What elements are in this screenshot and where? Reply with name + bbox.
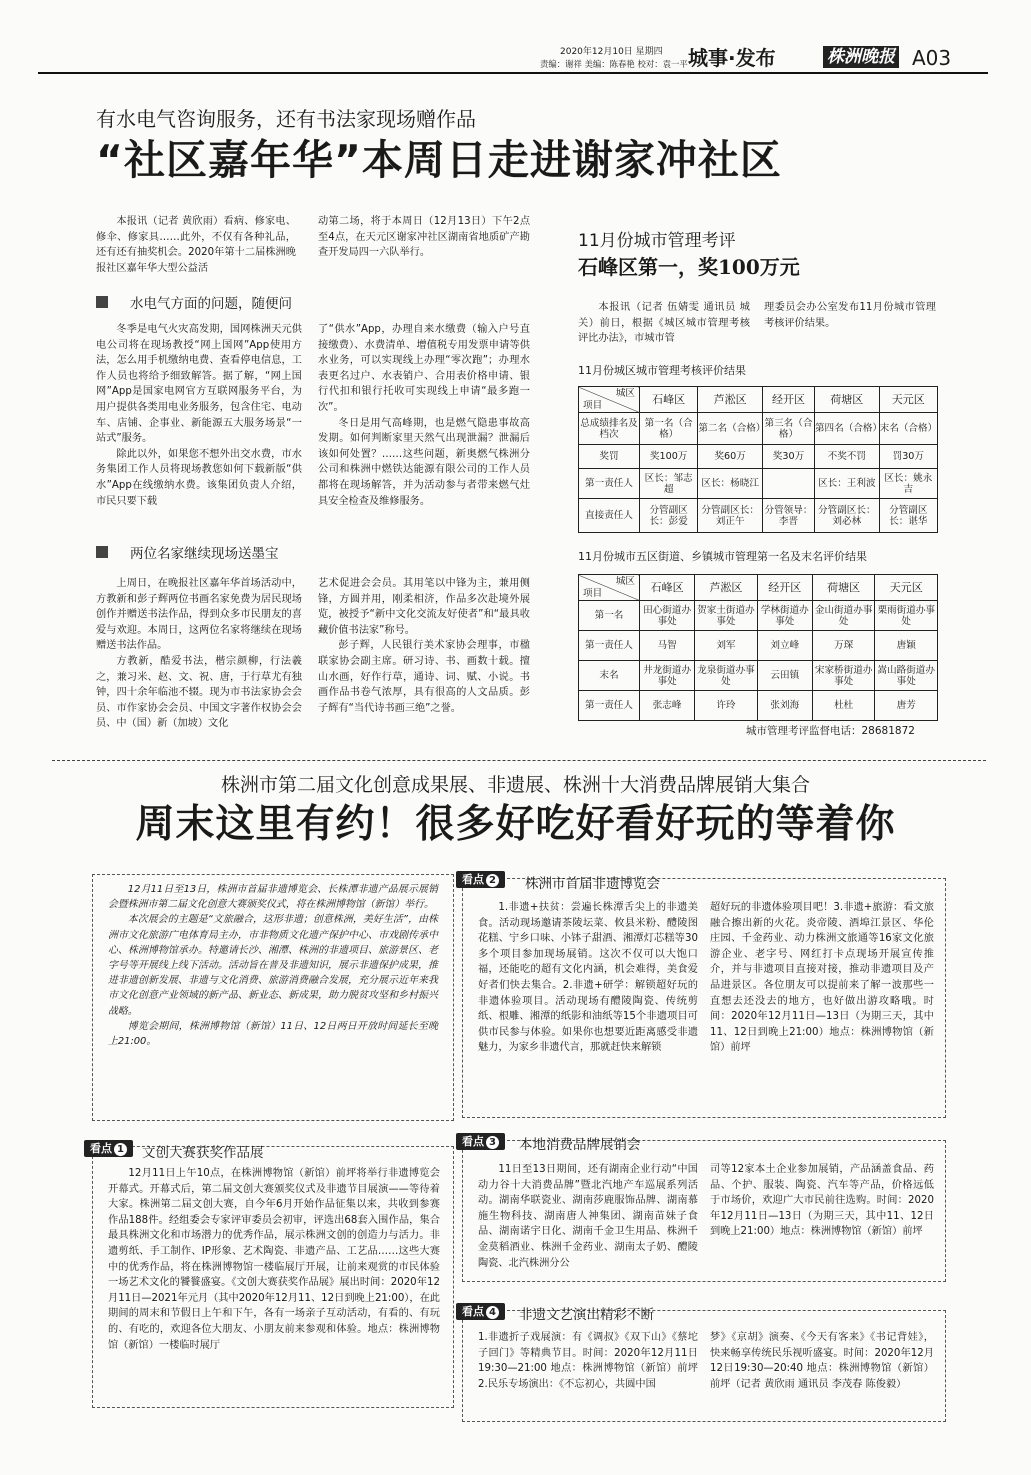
table-cell: 田心街道办事处 (640, 601, 695, 631)
row-label: 第一责任人 (579, 691, 640, 721)
table-cell: 不奖不罚 (814, 445, 879, 469)
table-cell: 罚30万 (879, 445, 937, 469)
table-cell: 唐芳 (875, 691, 938, 721)
paper-logo: 株洲晚报 (823, 46, 899, 68)
point3-col2: 司等12家本土企业参加展销，产品涵盖食品、药品、个护、服装、陶瓷、汽车等产品，价格远低于市场价，欢迎广大市民前往选购。时间：2020年12月11日—13日（为期三天，其中11、12日到晚上21:00）地点：株洲博物馆（新馆）前坪 (710, 1164, 934, 1238)
story1-subhead2: 两位名家继续现场送墨宝 (130, 546, 279, 562)
table-cell: 区长：王利波 (814, 469, 879, 499)
corner-top-label: 城区 (615, 576, 635, 587)
table-row (579, 601, 938, 631)
table-cell: 分管副区长：刘必林 (814, 499, 879, 533)
subhead1-marker (96, 296, 108, 308)
row-label: 奖罚 (579, 445, 640, 469)
point1-text: 12月11日上午10点，在株洲博物馆（新馆）前坪将举行非遗博览会开幕式。开幕式后，第二届文创大赛颁奖仪式及非遗节目展演——等待着大家。株洲第二届文创大赛，自今年6月开始作品征集以来，共收到参赛作品188件。经组委会专家评审委员会初审，评选出68套入围作品，集合最具株洲文化和市场潜力的优秀作品，展示株洲文创的创造力与活力。非遗剪纸、手工制作、IP形象、艺术陶瓷、非遗产品、工艺品……这些大赛中的优秀作品，将在株洲博物馆一楼临展厅开展，让前来观赏的市民体验一场艺术文化的饕餮盛宴。《文创大赛获奖作品展》展出时间：2020年12月11日—2021年元月（其中2020年12月11、12日到晚上21:00），在此期间的周末和节假日上午和下午，各有一场亲子互动活动，有看的、有玩的、有吃的，欢迎各位大朋友、小朋友前来参观和体验。地点：株洲博物馆（新馆）一楼临时展厅 (108, 1168, 440, 1351)
staff-line: 责编：谢祥 美编：陈春艳 校对：袁一平 (540, 59, 688, 69)
table-row (579, 445, 938, 469)
table2-header: 荷塘区 (812, 575, 875, 601)
section-divider (52, 760, 986, 762)
table-cell: 第一名（合格） (640, 413, 698, 445)
row-label: 第一名 (579, 601, 640, 631)
tag-label: 看点 (462, 1305, 484, 1318)
row-label: 第一责任人 (579, 631, 640, 661)
table-row (579, 661, 938, 691)
table-cell: 云田镇 (757, 661, 812, 691)
table-cell: 万琛 (812, 631, 875, 661)
badge-number: 3 (486, 1136, 499, 1149)
row-label: 第一责任人 (579, 469, 640, 499)
section-name: 城事·发布 (688, 46, 776, 70)
table-cell: 马智 (640, 631, 695, 661)
story1-sub2-col2: 艺术促进会会员。其用笔以中锋为主，兼用侧锋，方圆并用，刚柔相济，作品多次赴境外展览，被授予“新中文化交流友好使者”和“最具收藏价值书法家”称号。 彭子辉，人民银行美术家协会理事，市楹联家协会副主席。研习诗、书、画数十载。擅山水画，好作行草，通诗、词、赋、小说。书画作品书卷气浓厚，具有很高的人文品质。彭子辉有“当代诗书画三绝”之誉。 (318, 578, 530, 714)
table1-header: 芦淞区 (698, 387, 763, 413)
table-cell: 许玲 (695, 691, 758, 721)
story3-intro: 12月11日至13日，株洲市首届非遗博览会、长株潭非遗产品展示展销会暨株洲市第二届文化创意大赛颁奖仪式，将在株洲博物馆（新馆）举行。 本次展会的主题是“文旅融合，这形非遗；创意株洲，美好生活”，由株洲市文化旅游广电体育局主办，市非物质文化遗产保护中心、市戏剧传承中心、株洲博物馆承办。特邀请长沙、湘潭、株洲的非遗项目、旅游景区、老字号等开展线上线下活动。活动旨在普及非遗知识，展示非遗保护成果，推进非遗创新发展、非遗与文化消费、旅游消费融合发展，充分展示近年来我市文化创意产业领域的新产品、新业态、新成果，助力脱贫攻坚和乡村振兴战略。 博览会期间，株洲博物馆（新馆）11日、12日两日开放时间延长至晚上21:00。 (108, 884, 438, 1048)
table-cell: 学林街道办事处 (757, 601, 812, 631)
point4-title: 非遗文艺演出精彩不断 (519, 1307, 654, 1323)
table-cell: 龙泉街道办事处 (695, 661, 758, 691)
table-cell: 嵩山路街道办事处 (875, 661, 938, 691)
point4-col1: 1.非遗折子戏展演：有《调叔》《双下山》《蔡坨子回门》等精典节目。时间：2020年12月11日19:30—21:00 地点：株洲博物馆（新馆）前坪 2.民乐专场演出：《不忘初心，共圆中国 (478, 1332, 698, 1390)
table-cell: 末名（合格） (879, 413, 937, 445)
corner-top-label: 城区 (615, 388, 635, 399)
table-cell: 分管副区长：彭爱 (640, 499, 698, 533)
table-cell: 第四名（合格） (814, 413, 879, 445)
table-row (579, 691, 938, 721)
table-cell: 区长：姚永吉 (879, 469, 937, 499)
table-cell: 第三名（合格） (763, 413, 815, 445)
table-row (579, 469, 938, 499)
table-cell: 分管副区长：谌华 (879, 499, 937, 533)
point3-col1: 11日至13日期间，还有湖南企业行动“中国动力谷十大消费品牌”暨北汽地产车巡展系列活动。湖南华联瓷业、湖南莎鹿服饰品牌、湖南慕施生物科技、湖南唐人神集团、湖南苗妹子食品、湖南诺宇日化、湖南千金卫生用品、株洲千金莫稻酒业、株洲千金药业、湖南太子奶、醴陵陶瓷、北汽株洲分公 (478, 1164, 698, 1269)
table-row (579, 631, 938, 661)
table-cell: 张志峰 (640, 691, 695, 721)
date-line: 2020年12月10日 星期四 (560, 47, 663, 57)
table-cell: 杜杜 (812, 691, 875, 721)
point4-col2: 梦》《京胡》演奏、《今天有客来》《书记背娃》，快来畅享传统民乐视听盛宴。时间：2020年12月12日19:30—20:40 地点：株洲博物馆（新馆）前坪（记者 黄欣雨 通讯员 李茂春 陈俊毅） (710, 1332, 934, 1390)
tag-label: 看点 (462, 873, 484, 886)
story1-lead-left: 本报讯（记者 黄欣雨）看病、修家电、修伞、修家具……此外，不仅有各种礼品，还有还有抽奖机会。2020年第十二届株洲晚报社区嘉年华大型公益活 (96, 216, 296, 274)
table1-header: 石峰区 (640, 387, 698, 413)
story1-sub2-col1: 上周日，在晚报社区嘉年华首场活动中，方教新和彭子辉两位书画名家免费为居民现场创作并赠送书法作品，得到众多市民朋友的喜爱与欢迎。本周日，这两位名家将继续在现场赠送书法作品。 方教新，酷爱书法，楷宗颜柳，行法羲之，兼习米、赵、文、祝、唐，于行草尤有独钟，四十余年临池不辍。现为市书法家协会会员、市作家协会会员、中国文字著作权协会会员、中（国）新（加坡）文化 (96, 578, 302, 730)
tag-label: 看点 (90, 1142, 112, 1155)
row-label: 总成绩排名及档次 (579, 413, 640, 445)
table2-header: 芦淞区 (695, 575, 758, 601)
point4-tag (456, 1303, 505, 1320)
point3-tag (456, 1133, 505, 1150)
table-cell: 贺家土街道办事处 (695, 601, 758, 631)
table-row (579, 413, 938, 445)
corner-bottom-label: 项目 (583, 588, 603, 599)
table1-corner (579, 387, 640, 413)
table-cell: 区长：杨晓江 (698, 469, 763, 499)
table1-header: 荷塘区 (814, 387, 879, 413)
row-label: 末名 (579, 661, 640, 691)
table-cell: 分管领导：李晋 (763, 499, 815, 533)
table-row (579, 499, 938, 533)
point2-tag (456, 871, 505, 888)
story2-hotline: 城市管理考评监督电话：28681872 (746, 725, 915, 737)
story3-kicker: 株洲市第二届文化创意成果展、非遗展、株洲十大消费品牌展销大集合 (220, 774, 810, 796)
story1-kicker: 有水电气咨询服务，还有书法家现场赠作品 (96, 107, 476, 131)
table2-header: 石峰区 (640, 575, 695, 601)
story2-title-1: 11月份城市管理考评 (578, 231, 736, 251)
table-cell: 金山街道办事处 (812, 601, 875, 631)
story1-headline: “社区嘉年华”本周日走进谢家冲社区 (96, 136, 782, 184)
table-cell: 井龙街道办事处 (640, 661, 695, 691)
subhead2-marker (96, 546, 108, 558)
table-cell: 奖100万 (640, 445, 698, 469)
table-cell: 奖60万 (698, 445, 763, 469)
point2-title: 株洲市首届非遗博览会 (525, 876, 660, 892)
story2-lead-right: 理委员会办公室发布11月份城市管理考核评价结果。 (764, 302, 936, 329)
table-cell: 奖30万 (763, 445, 815, 469)
story1-sub1-col1: 冬季是电气火灾高发期，国网株洲天元供电公司将在现场教授“网上国网”App使用方法，怎么用手机缴纳电费、查看停电信息，工作人员也将给予细致解答。据了解，“网上国网”App是国家电网官方互联网服务平台，为用户提供各类用电业务服务，包含住宅、电动车、店铺、企事业、新能源五大服务场景“一站式”服务。 除此以外，如果您不想外出交水费，市水务集团工作人员将现场教您如何下载新版“供水”App在线缴纳水费。该集团负责人介绍，市民只要下载 (96, 324, 302, 507)
table-cell: 唐颖 (875, 631, 938, 661)
badge-number: 1 (114, 1143, 127, 1156)
story1-sub1-col2: 了“供水”App，办理自来水缴费（输入户号直接缴费）、水费清单、增值税专用发票申请等供水业务，可以实现线上办理“零次跑”；办理水表更名过户、水表销户、合用表价格申请、银行代扣和银行托收可实现线上申请“最多跑一次”。 冬日是用气高峰期，也是燃气隐患事故高发期。如何判断家里天然气出现泄漏？泄漏后该如何处置？……这些问题，新奥燃气株洲分公司和株洲中燃铁达能源有限公司的工作人员都将在现场解答，并为活动参与者带来燃气灶具安全检查及维修服务。 (318, 324, 530, 507)
table-cell: 张刘海 (757, 691, 812, 721)
table-cell: 分管副区长：刘正午 (698, 499, 763, 533)
story1-lead-right: 动第二场，将于本周日（12月13日）下午2点至4点，在天元区谢家冲社区湖南省地质矿产勘查开发局四一六队举行。 (318, 216, 530, 259)
table1 (578, 386, 938, 533)
header-rule (38, 72, 988, 74)
table1-header: 经开区 (763, 387, 815, 413)
point2-col2: 超好玩的非遗体验项目吧！3.非遗+旅游：看文旅融合擦出新的火花。炎帝陵、酒埠江景区、华伦庄园、千金药业、动力株洲文旅通等16家文化旅游企业、老字号、网红打卡点现场开展宣传推介，并与非遗项目直接对接，推动非遗项目及产品进景区。各位朋友可以提前来了解一波那些一直想去还没去的地方，也好做出游攻略哦。时间：2020年12月11日—13日（为期三天，其中11、12日到晚上21:00）地点：株洲博物馆（新馆）前坪 (710, 902, 934, 1054)
story2-lead-left: 本报讯（记者 伍婧雯 通讯员 城关）前日，根据《城区城市管理考核评比办法》，市城市管 (578, 302, 750, 345)
point3-title: 本地消费品牌展销会 (519, 1137, 641, 1153)
story3-headline: 周末这里有约！很多好吃好看好玩的等着你 (135, 802, 896, 847)
table-cell: 第二名（合格） (698, 413, 763, 445)
point1-tag (84, 1140, 133, 1157)
table-cell: 刘军 (695, 631, 758, 661)
table-cell: 区长：邹志超 (640, 469, 698, 499)
table2-header: 天元区 (875, 575, 938, 601)
badge-number: 2 (486, 874, 499, 887)
story2-title-2: 石峰区第一，奖100万元 (578, 255, 800, 279)
corner-bottom-label: 项目 (583, 400, 603, 411)
table-cell: 刘立峰 (757, 631, 812, 661)
point2-col1: 1.非遗+扶贫：尝遍长株潭舌尖上的非遗美食。活动现场邀请茶陵坛菜、攸县米粉、醴陵图花糕、宁乡口味、小钵子甜酒、湘潭灯芯糕等30多个项目参加现场展销。这次不仅可以大饱口福，还能吃的超有文化内涵，机会难得，美食爱好者们快去集合。2.非遗+研学：解锁超好玩的非遗体验项目。活动现场有醴陵陶瓷、传统剪纸、根雕、湘潭的纸影和油纸等15个非遗项目可供市民参与体验。如果你也想要近距离感受非遗魅力，为家乡非遗代言，那就赶快来解锁 (478, 902, 698, 1054)
page-number: A03 (912, 46, 952, 70)
table2 (578, 574, 938, 721)
table2-header: 经开区 (757, 575, 812, 601)
table2-corner (579, 575, 640, 601)
page-header (40, 44, 990, 80)
badge-number: 4 (486, 1306, 499, 1319)
table2-title: 11月份城市五区街道、乡镇城市管理第一名及末名评价结果 (578, 550, 867, 563)
table-cell: 栗雨街道办事处 (875, 601, 938, 631)
table-cell (763, 469, 815, 499)
story1-subhead1: 水电气方面的问题，随便问 (130, 296, 292, 312)
table1-header: 天元区 (879, 387, 937, 413)
table-cell: 宋家桥街道办事处 (812, 661, 875, 691)
table1-title: 11月份城区城市管理考核评价结果 (578, 364, 746, 377)
tag-label: 看点 (462, 1135, 484, 1148)
point1-title: 文创大赛获奖作品展 (142, 1145, 264, 1161)
row-label: 直接责任人 (579, 499, 640, 533)
